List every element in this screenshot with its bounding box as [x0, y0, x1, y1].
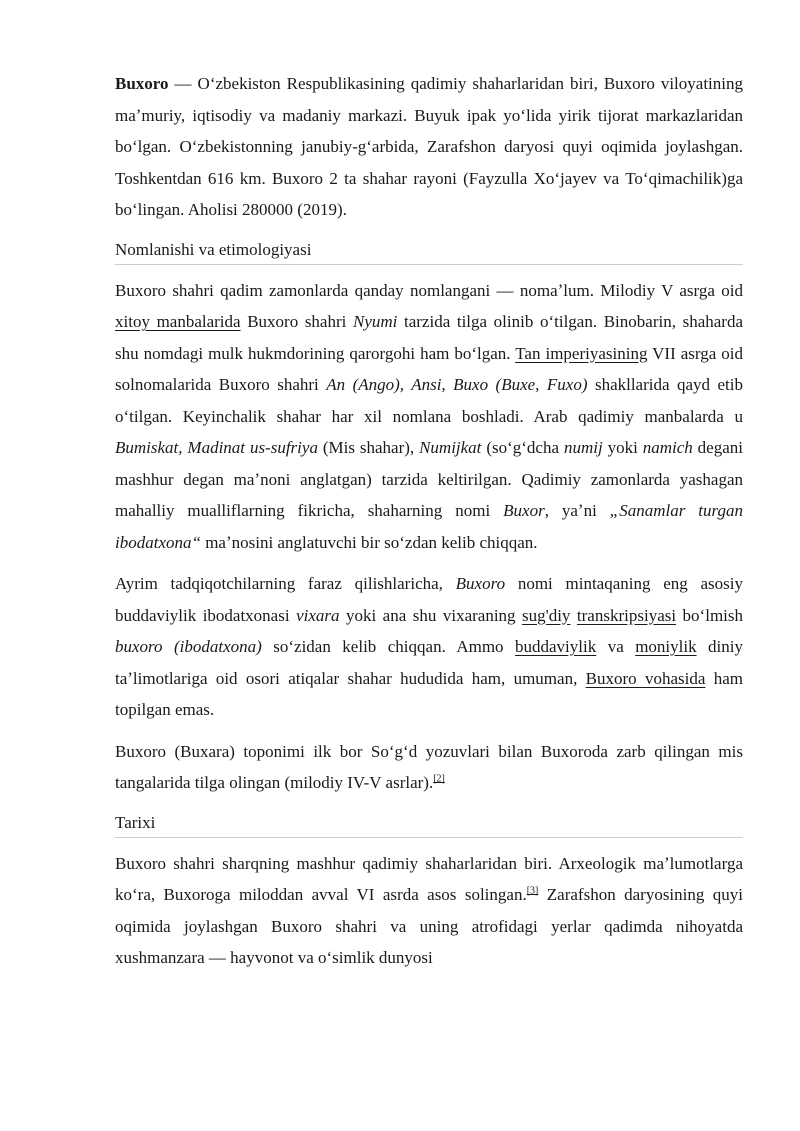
text: Ayrim tadqiqotchilarning faraz qilishlaricha, [115, 574, 456, 593]
link-tang-empire[interactable]: Tan imperiyasining [515, 343, 648, 363]
text: Zarafshon daryosining quyi oqimida joylashgan Buxoro shahri va uning atrofidagi yerlar qadimda nihoyatda xushmanzara — hayvonot va o‘simlik dunyosi [115, 885, 744, 967]
reference-link-2[interactable]: [2] [433, 773, 445, 785]
text: (so‘g‘dcha [481, 438, 564, 457]
etymology-paragraph-2 [115, 568, 743, 726]
italic-term: namich [642, 438, 693, 457]
history-paragraph-1 [115, 848, 743, 974]
reference-2 [433, 773, 445, 784]
link-sogdian[interactable]: sug'diy [522, 605, 571, 625]
section-heading-etymology: Nomlanishi va etimologiyasi [115, 236, 743, 265]
document-page [115, 68, 743, 984]
text: ham topilgan emas. [115, 668, 743, 719]
link-chinese-sources[interactable]: xitoy manbalarida [115, 312, 241, 331]
italic-term: numij [563, 438, 603, 457]
link-buddhism[interactable]: buddaviylik [515, 637, 597, 656]
section-heading-history: Tarixi [115, 809, 743, 838]
text: , yaʼni [544, 501, 610, 520]
text: so‘zidan kelib chiqqan. Ammo [261, 637, 516, 656]
intro-text: — O‘zbekiston Respublikasining qadimiy shaharlaridan biri, Buxoro viloyatining maʼmuriy, iqtisodiy va madaniy markazi. Buyuk ipak yo‘lida yirik tijorat markazlaridan bo‘lgan. O‘zbekistonning janubiy-g‘arbida, Zarafshon daryosi quyi oqimida joylashgan. Toshkentdan 616 km. Buxoro 2 ta shahar rayoni (Fayzulla Xo‘jayev va To‘qimachilik)ga bo‘lingan. Aholisi 280000 (2019). [115, 74, 743, 219]
intro-paragraph [115, 68, 743, 226]
text: Buxoro shahri sharqning mashhur qadimiy shaharlaridan biri. Arxeologik maʼlumotlarga ko‘ra, Buxoroga miloddan avval VI asrda asos solingan. [115, 853, 743, 904]
text: shakllarida qayd etib o‘tilgan. Keyinchalik shahar har xil nomlana boshladi. Arab qadimiy manbalarda u [115, 375, 743, 426]
etymology-paragraph-3 [115, 736, 743, 799]
link-manichaeism[interactable]: moniylik [635, 637, 697, 656]
text: bo‘lmish [676, 605, 744, 625]
text: tarzida tilga olinib o‘tilgan. Binobarin, shaharda shu nomdagi mulk hukmdorining qarorgohi ham bo‘lgan. [115, 312, 743, 363]
link-bukhara-oasis[interactable]: Buxoro vohasida [585, 668, 706, 688]
link-transcription[interactable]: transkripsiyasi [576, 605, 677, 625]
italic-term: „Sanamlar turgan ibodatxona“ [115, 501, 743, 552]
italic-term: Buxor [503, 501, 545, 520]
italic-term: Numijkat [419, 438, 482, 457]
text: Buxoro (Buxara) toponimi ilk bor So‘g‘d yozuvlari bilan Buxoroda zarb qilingan mis tangalarida tilga olingan (milodiy IV-V asrlar). [115, 741, 743, 792]
etymology-paragraph-1 [115, 275, 743, 559]
text: nomi mintaqaning eng asosiy buddaviylik ibodatxonasi [115, 574, 743, 625]
reference-link-3[interactable]: [3] [526, 885, 539, 897]
text: Buxoro shahri qadim zamonlarda qanday nomlangani — nomaʼlum. Milodiy V asrga oid [115, 280, 743, 300]
text: va [596, 637, 636, 656]
text: diniy taʼlimotlariga oid osori atiqalar shahar hududida ham, umuman, [115, 637, 743, 688]
italic-term: Bumiskat, Madinat us-sufriya [115, 438, 318, 457]
text: yoki ana shu vixaraning [339, 605, 523, 625]
italic-term: An (Ango), Ansi, Buxo (Buxe, Fuxo) [326, 375, 588, 394]
italic-term: Buxoro [455, 574, 506, 593]
italic-term: buxoro (ibodatxona) [115, 637, 262, 656]
text: degani mashhur degan maʼnoni anglatgan) tarzida keltirilgan. Qadimiy zamonlarda yashagan mahalliy mualliflarning fikricha, shaharning nomi [115, 438, 743, 520]
text: Buxoro shahri [240, 312, 353, 331]
text: maʼnosini anglatuvchi bir so‘zdan kelib chiqqan. [200, 532, 538, 552]
text: yoki [602, 438, 643, 457]
article-title: Buxoro [115, 74, 169, 93]
reference-3 [527, 885, 539, 896]
text: VII asrga oid solnomalarida Buxoro shahri [115, 343, 743, 394]
italic-term: Nyumi [352, 312, 398, 331]
text: (Mis shahar), [317, 438, 420, 457]
italic-term: vixara [296, 605, 340, 625]
